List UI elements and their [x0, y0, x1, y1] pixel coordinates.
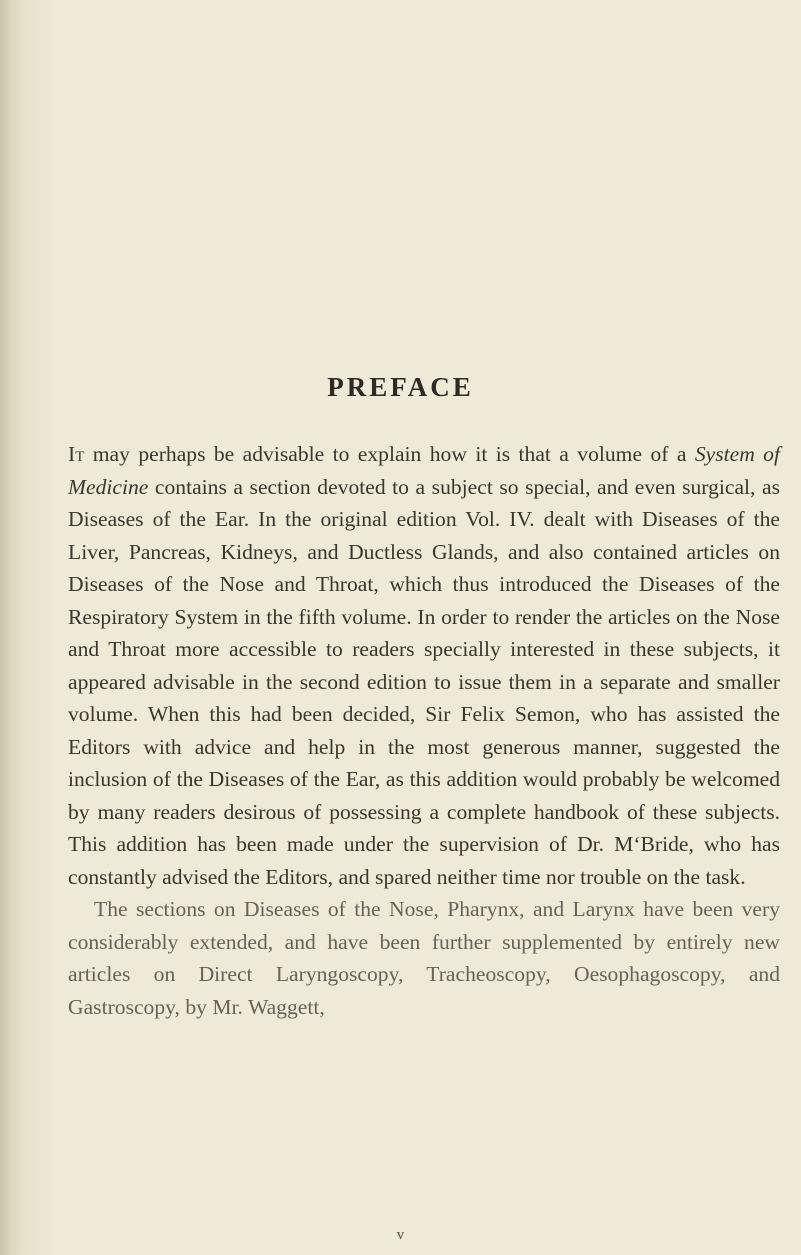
page-title: PREFACE: [327, 372, 474, 402]
paragraph-1-text-b: contains a section devoted to a subject so special, and even surgical, as Diseases of the Ear. In the original edition Vol. IV. dealt with Diseases of the Liver, Pancreas, Kidneys, and Ductless Glands, and also contained articles on Diseases of the Nose and Throat, which thus introduced the Diseases of the Respiratory System in the fifth volume. In order to render the articles on the Nose and Throat more accessible to readers specially interested in these subjects, it appeared advisable in the second edition to issue them in a separate and smaller volume. When this had been decided, Sir Felix Semon, who has assisted the Editors with advice and help in the most generous manner, suggested the inclusion of the Diseases of the Ear, as this addition would probably be welcomed by many readers desirous of possessing a complete handbook of these subjects. This addition has been made under the supervision of Dr. M‘Bride, who has constantly advised the Editors, and spared neither time nor trouble on the task.: [68, 474, 780, 889]
paragraph-2: The sections on Diseases of the Nose, Pharynx, and Larynx have been very considerably extended, and have been further supplemented by entirely new articles on Direct Laryngoscopy, Tracheoscopy, Oesophagoscopy, and Gastroscopy, by Mr. Waggett,: [68, 897, 780, 1019]
paragraph-1-text-a: may perhaps be advisable to explain how it is that a volume of a: [84, 442, 695, 466]
page-number: v: [396, 1227, 405, 1243]
preface-body: [68, 438, 780, 1023]
book-title: System of Medicine: [68, 442, 780, 499]
lead-word: It: [68, 442, 85, 466]
paragraph-1: [68, 438, 780, 893]
